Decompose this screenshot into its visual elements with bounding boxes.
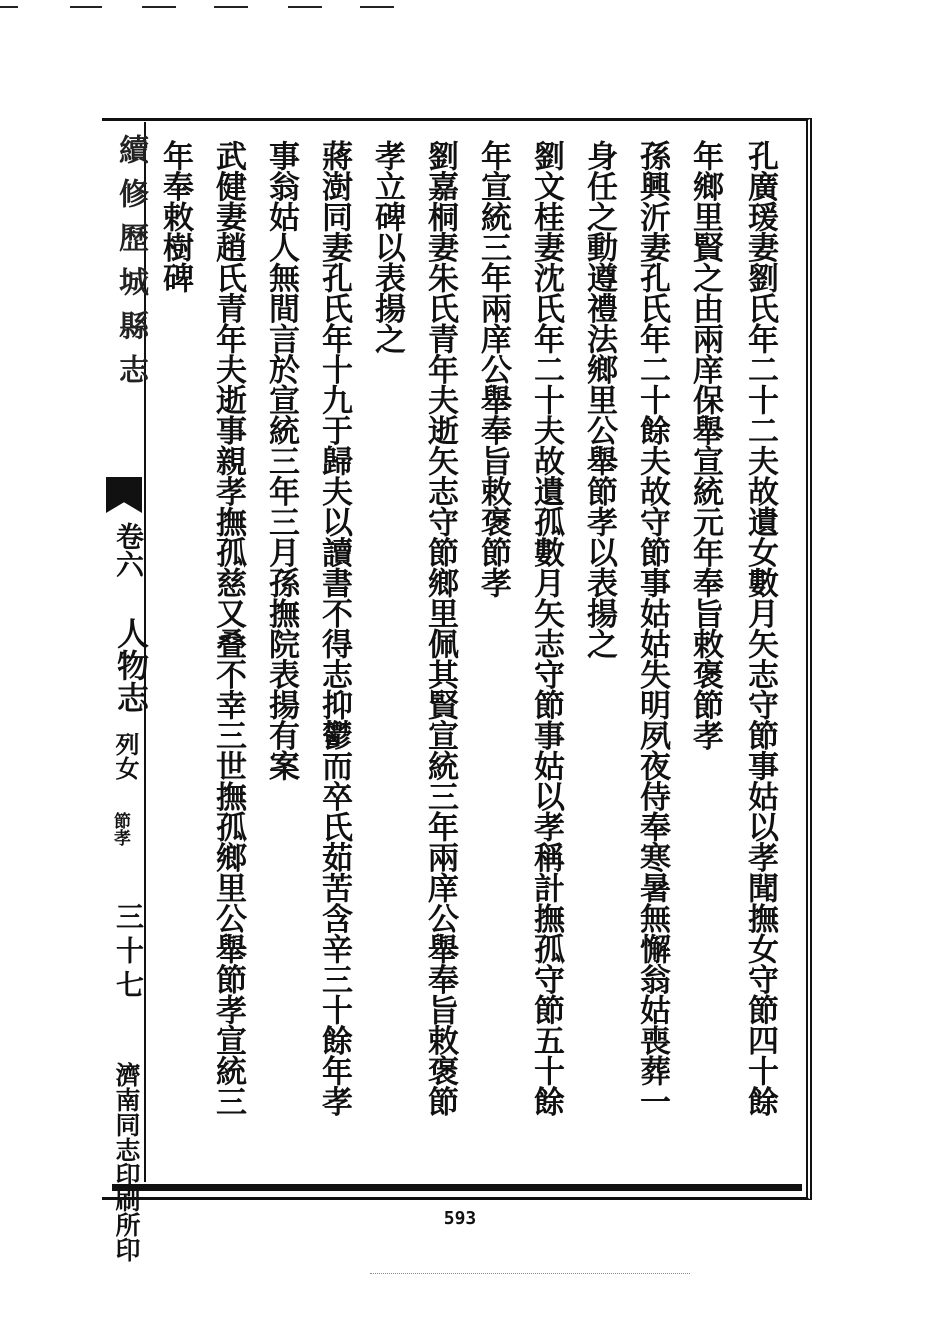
text-column: 事翁姑人無間言於宣統三年三月孫撫院表揚有案 [263, 140, 299, 781]
text-column: 劉嘉桐妻朱氏青年夫逝矢志守節鄉里佩其賢宣統三年兩庠公舉奉旨敕褒節 [422, 140, 458, 1116]
page-number: 593 [443, 1208, 477, 1229]
text-column: 身任之動遵禮法鄉里公舉節孝以表揚之 [581, 140, 617, 659]
scan-mark [142, 6, 176, 8]
frame-bottom-rule [112, 1184, 802, 1191]
text-column: 孫興沂妻孔氏年二十餘夫故守節事姑姑失明夙夜侍奉寒暑無懈翁姑喪葬一 [634, 140, 670, 1116]
scan-mark [214, 6, 248, 8]
printer-imprint: 濟南同志印刷所印 [112, 1062, 141, 1262]
book-title: 續修歷城縣志 [113, 134, 148, 398]
scan-noise [370, 1273, 690, 1274]
category-label: 節孝 [110, 812, 130, 846]
subsection-label: 列女 [111, 732, 140, 780]
margin-strip [104, 122, 150, 1262]
scan-mark [288, 6, 322, 8]
section-label: 人物志 [112, 617, 150, 713]
folio-number: 三十七 [112, 902, 145, 1004]
text-column: 蔣澍同妻孔氏年十九于歸夫以讀書不得志抑鬱而卒氏茹苦含辛三十餘年孝 [316, 140, 352, 1116]
fishtail-mark [106, 477, 142, 513]
volume-label: 卷六 [112, 522, 145, 578]
text-column: 劉文桂妻沈氏年二十夫故遺孤數月矢志守節事姑以孝稱計撫孤守節五十餘 [528, 140, 564, 1116]
text-column: 武健妻趙氏青年夫逝事親孝撫孤慈又叠不幸三世撫孤鄉里公舉節孝宣統三 [210, 140, 246, 1116]
text-column: 年鄉里賢之由兩庠保舉宣統元年奉旨敕褒節孝 [687, 140, 723, 750]
text-column: 孔廣瑗妻劉氏年二十二夫故遺女數月矢志守節事姑以孝聞撫女守節四十餘 [742, 140, 778, 1116]
text-column: 年奉敕樹碑 [157, 140, 193, 293]
scan-mark [70, 6, 102, 8]
text-column: 年宣統三年兩庠公舉奉旨敕褒節孝 [475, 140, 511, 598]
text-column: 孝立碑以表揚之 [369, 140, 405, 354]
scan-mark [360, 6, 394, 8]
scan-mark [0, 6, 18, 8]
